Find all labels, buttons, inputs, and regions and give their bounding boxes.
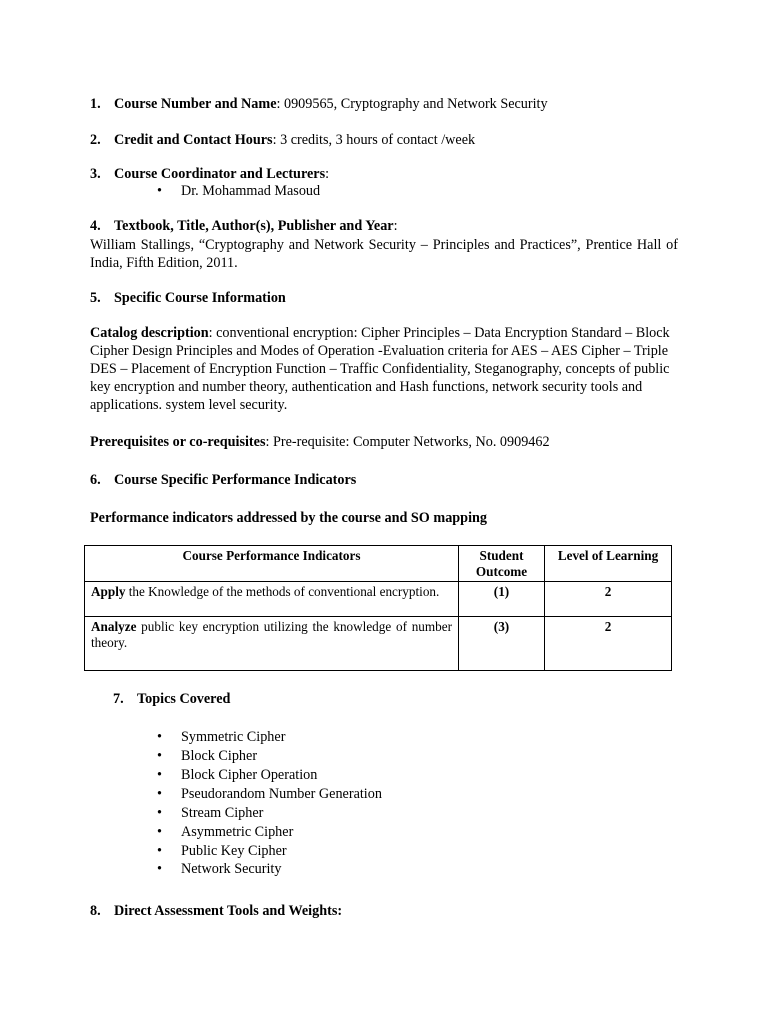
indicator-verb: Analyze	[91, 619, 137, 634]
section-3-number: 3.	[90, 166, 101, 182]
section-5-line	[90, 289, 286, 307]
prereq-label: Prerequisites or co-requisites	[90, 434, 266, 450]
indicator-cell	[85, 582, 459, 617]
section-4-value: :	[393, 218, 398, 234]
header-course-performance-indicators: Course Performance Indicators	[85, 546, 459, 582]
table-row	[85, 582, 672, 617]
bullet-icon: •	[157, 786, 162, 802]
level-of-learning-cell: 2	[545, 582, 672, 617]
section-1-label: Course Number and Name	[114, 96, 277, 112]
bullet-icon: •	[157, 729, 162, 745]
topic-label: Symmetric Cipher	[181, 729, 286, 745]
section-7-label: Topics Covered	[137, 691, 231, 707]
bullet-icon: •	[157, 861, 162, 877]
section-4-number: 4.	[90, 218, 101, 234]
bullet-icon: •	[157, 183, 162, 199]
performance-subheading: Performance indicators addressed by the course and SO mapping	[90, 510, 487, 526]
bullet-icon: •	[157, 805, 162, 821]
section-6-label: Course Specific Performance Indicators	[114, 472, 357, 488]
section-8-number: 8.	[90, 903, 101, 919]
indicator-text: public key encryption utilizing the knowledge of number theory.	[91, 619, 452, 650]
list-item	[157, 785, 382, 803]
section-2-number: 2.	[90, 132, 101, 148]
section-5-label: Specific Course Information	[114, 290, 286, 306]
section-6-number: 6.	[90, 472, 101, 488]
list-item	[157, 766, 317, 784]
section-6-line	[90, 471, 356, 489]
section-8-line	[90, 902, 342, 920]
topic-label: Block Cipher Operation	[181, 767, 318, 783]
topic-label: Network Security	[181, 861, 282, 877]
section-2-line	[90, 131, 475, 149]
lecturer-name: Dr. Mohammad Masoud	[181, 183, 321, 199]
bullet-icon: •	[157, 748, 162, 764]
section-3-line	[90, 165, 329, 183]
student-outcome-cell: (3)	[459, 617, 545, 671]
table-row	[85, 617, 672, 671]
section-5-number: 5.	[90, 290, 101, 306]
indicator-verb: Apply	[91, 584, 126, 599]
bullet-icon: •	[157, 843, 162, 859]
prereq-text: : Pre-requisite: Computer Networks, No. 0909462	[265, 434, 550, 450]
indicator-text: the Knowledge of the methods of conventional encryption.	[125, 584, 440, 599]
section-7-number: 7.	[113, 691, 124, 707]
section-2-value: : 3 credits, 3 hours of contact /week	[272, 132, 476, 148]
indicator-cell	[85, 617, 459, 671]
list-item	[157, 747, 257, 765]
topic-label: Public Key Cipher	[181, 843, 287, 859]
catalog-label: Catalog description	[90, 325, 209, 341]
section-1-line	[90, 95, 548, 113]
bullet-icon: •	[157, 767, 162, 783]
section-3-value: :	[325, 166, 330, 182]
prerequisites-line	[90, 433, 550, 451]
section-4-label: Textbook, Title, Author(s), Publisher and Year	[114, 218, 394, 234]
list-item	[157, 823, 293, 841]
catalog-text: : conventional encryption: Cipher Principles – Data Encryption Standard – Block Cipher Design Principles and Modes of Operation -Evaluation criteria for AES – AES Cipher – Triple DES – Placement of Encryption Function – Traffic Confidentiality, Steganography, concepts of public key encryption and number theory, authentication and Hash functions, network security tools and applications. system level security.	[90, 325, 670, 413]
header-student-outcome: Student Outcome	[459, 546, 545, 582]
header-level-of-learning: Level of Learning	[545, 546, 672, 582]
section-3-label: Course Coordinator and Lecturers	[114, 166, 326, 182]
list-item	[157, 842, 287, 860]
textbook-text: William Stallings, “Cryptography and Network Security – Principles and Practices”, Prentice Hall of India, Fifth Edition, 2011.	[90, 237, 678, 271]
topic-label: Block Cipher	[181, 748, 258, 764]
topic-label: Stream Cipher	[181, 805, 264, 821]
catalog-description	[90, 324, 670, 414]
topic-label: Pseudorandom Number Generation	[181, 786, 382, 802]
section-7-line	[113, 690, 230, 708]
bullet-icon: •	[157, 824, 162, 840]
topic-label: Asymmetric Cipher	[181, 824, 294, 840]
section-2-label: Credit and Contact Hours	[114, 132, 273, 148]
section-1-value: : 0909565, Cryptography and Network Security	[276, 96, 548, 112]
section-8-label: Direct Assessment Tools and Weights:	[114, 903, 343, 919]
lecturer-list-item	[157, 182, 320, 200]
student-outcome-cell: (1)	[459, 582, 545, 617]
list-item	[157, 804, 263, 822]
performance-indicators-table	[84, 545, 672, 671]
table-header-row	[85, 546, 672, 582]
section-4-line	[90, 217, 398, 235]
list-item	[157, 860, 281, 878]
section-1-number: 1.	[90, 96, 101, 112]
list-item	[157, 728, 285, 746]
level-of-learning-cell: 2	[545, 617, 672, 671]
